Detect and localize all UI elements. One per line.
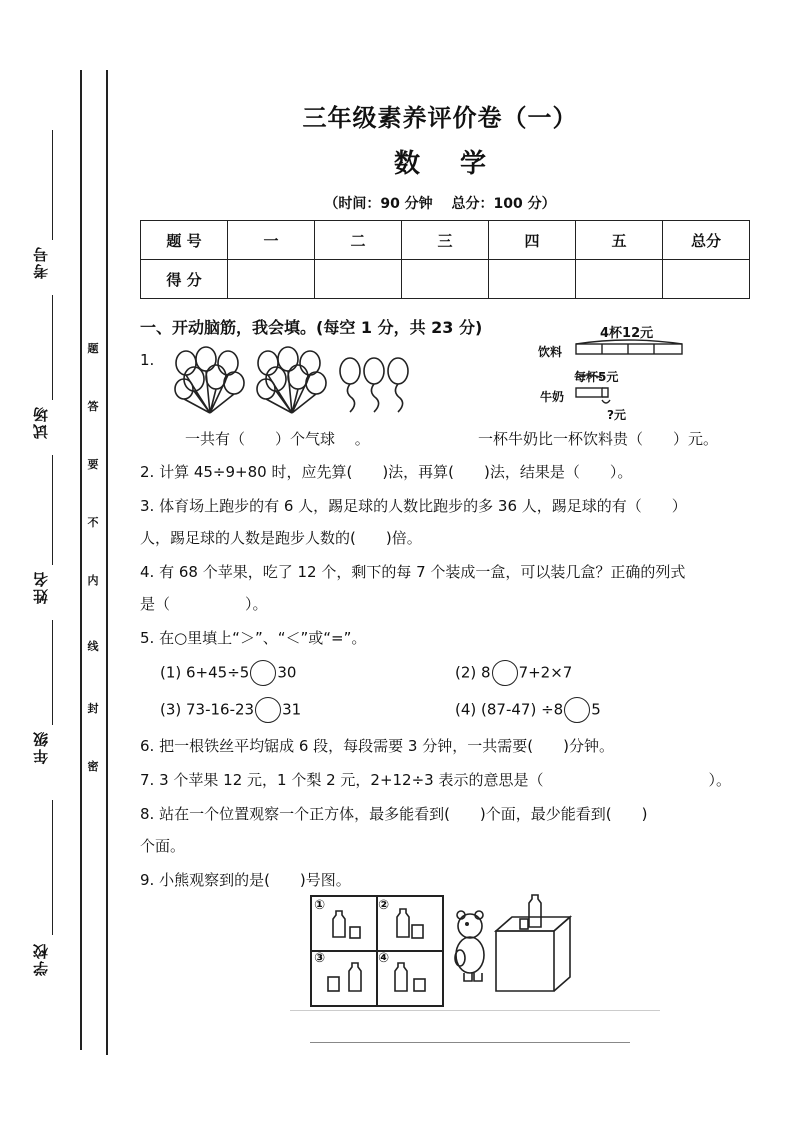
bottom-table-edge (310, 1042, 630, 1043)
score-table-cell: 五 (576, 221, 663, 260)
compare-circle[interactable] (492, 660, 518, 686)
exam-room-line (52, 295, 53, 400)
time-info: （时间：90 分钟 总分：100 分） (324, 196, 556, 212)
question-8b: 个面。 (140, 837, 186, 855)
view-number-1: ① (314, 898, 326, 913)
school-line (52, 800, 53, 935)
name-line (52, 455, 53, 565)
question-3b: 人，踢足球的人数是跑步人数的( )倍。 (140, 529, 422, 547)
margin-label-grade: 年级 (32, 730, 50, 764)
score-table (140, 220, 750, 299)
question-5: 5. 在○里填上“＞”、“＜”或“=”。 (140, 629, 367, 647)
question-8a: 8. 站在一个位置观察一个正方体，最多能看到( )个面，最少能看到( ) (140, 805, 648, 823)
score-table-cell: 题 号 (141, 221, 228, 260)
question-5-3 (160, 697, 301, 723)
view-number-3: ③ (314, 951, 326, 966)
diagram-per-cup-label: 每杯5元 (574, 370, 619, 384)
question-5-4 (455, 697, 601, 723)
question-9: 9. 小熊观察到的是( )号图。 (140, 871, 351, 889)
score-table-cell: 一 (228, 221, 315, 260)
score-table-cell: 总分 (663, 221, 750, 260)
margin-label-school: 学校 (32, 942, 50, 976)
question-1-number: 1. (140, 351, 155, 369)
cup (520, 919, 528, 929)
seal-char: 答 (87, 400, 99, 413)
margin-label-name: 姓名 (32, 570, 50, 604)
bear-and-table-illustration (450, 893, 585, 993)
bottle (529, 895, 541, 927)
score-table-cell: 三 (402, 221, 489, 260)
bear-body (456, 937, 484, 973)
question-1b: 一杯牛奶比一杯饮料贵（ ）元。 (478, 430, 719, 448)
question-7: 7. 3 个苹果 12 元，1 个梨 2 元，2+12÷3 表示的意思是（ ）。 (140, 771, 731, 789)
view-options-drawings (310, 895, 440, 1003)
q5-1-left: (1) 6+45÷5 (160, 663, 250, 682)
q5-3-left: (3) 73-16-23 (160, 700, 255, 719)
bottom-divider (290, 1010, 660, 1011)
score-table-cell: 四 (489, 221, 576, 260)
score-input-cell[interactable] (402, 260, 489, 299)
diagram-question-label: ?元 (607, 408, 626, 422)
question-2: 2. 计算 45÷9+80 时，应先算( )法，再算( )法，结果是（ ）。 (140, 463, 633, 481)
seal-char: 密 (87, 760, 99, 773)
bear-head (458, 914, 482, 938)
margin-label-exam-number: 考号 (32, 245, 50, 279)
balloons-single (340, 358, 408, 412)
view-number-2: ② (378, 898, 390, 913)
compare-circle[interactable] (255, 697, 281, 723)
seal-char: 不 (87, 516, 99, 529)
q5-3-right: 31 (282, 700, 302, 719)
q5-2-right: 7+2×7 (518, 663, 573, 682)
q5-1-right: 30 (277, 663, 297, 682)
compare-circle[interactable] (250, 660, 276, 686)
table-front (496, 931, 554, 991)
view-number-4: ④ (378, 951, 390, 966)
seal-char: 要 (87, 458, 99, 471)
score-table-score-row (141, 260, 750, 299)
exam-number-line (52, 130, 53, 240)
diagram-milk-label: 牛奶 (540, 390, 565, 404)
score-table-cell: 得 分 (141, 260, 228, 299)
balloon-bunch-left (175, 347, 244, 413)
score-input-cell[interactable] (228, 260, 315, 299)
score-input-cell[interactable] (576, 260, 663, 299)
binding-line-inner (106, 70, 108, 1055)
question-1a: 一共有（ ）个气球 。 (185, 430, 370, 448)
question-6: 6. 把一根铁丝平均锯成 6 段，每段需要 3 分钟，一共需要( )分钟。 (140, 737, 614, 755)
question-5-2 (455, 660, 572, 686)
score-input-cell[interactable] (489, 260, 576, 299)
balloon-bunch-middle (257, 347, 326, 413)
table-top (496, 917, 570, 931)
diagram-total-label: 4杯12元 (600, 326, 654, 341)
question-5-1 (160, 660, 296, 686)
seal-char: 题 (87, 342, 99, 355)
line-segment-diagram (570, 334, 690, 414)
section-heading: 一、开动脑筋，我会填。(每空 1 分，共 23 分) (140, 318, 483, 337)
q5-2-left: (2) 8 (455, 663, 491, 682)
seal-char: 线 (87, 640, 99, 653)
question-3a: 3. 体育场上跑步的有 6 人，踢足球的人数比跑步的多 36 人，踢足球的有（ ） (140, 497, 687, 515)
seal-char: 封 (87, 702, 99, 715)
score-table-header-row (141, 221, 750, 260)
score-input-cell[interactable] (315, 260, 402, 299)
q5-4-right: 5 (591, 700, 601, 719)
question-4b: 是（ ）。 (140, 595, 268, 613)
score-table-cell: 二 (315, 221, 402, 260)
diagram-drink-label: 饮料 (538, 345, 563, 359)
compare-circle[interactable] (564, 697, 590, 723)
binding-line-outer (80, 70, 82, 1050)
question-4a: 4. 有 68 个苹果，吃了 12 个，剩下的每 7 个装成一盒，可以装几盒？正确的列式 (140, 563, 686, 581)
score-input-cell[interactable] (663, 260, 750, 299)
table-side (554, 917, 570, 991)
balloons-illustration (170, 345, 420, 423)
subject-title: 数学 (393, 149, 526, 179)
margin-label-exam-room: 试场 (32, 405, 50, 439)
q5-4-left: (4) (87-47) ÷8 (455, 700, 564, 719)
grade-line (52, 620, 53, 725)
page-title: 三年级素养评价卷（一） (302, 104, 578, 132)
seal-char: 内 (87, 574, 99, 587)
